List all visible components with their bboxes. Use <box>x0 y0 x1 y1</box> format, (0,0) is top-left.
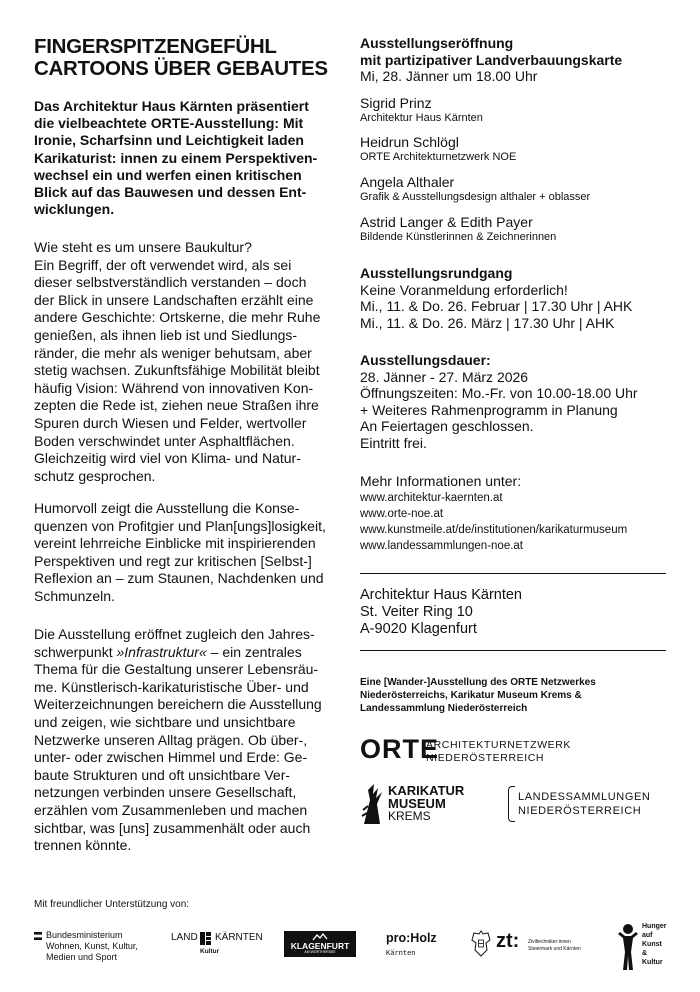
paragraph-line: Gleichzeitig wird viel von Klima- und Natur- <box>34 450 301 467</box>
dragon-icon <box>312 933 328 941</box>
bund-line: Wohnen, Kunst, Kultur, <box>46 941 138 951</box>
paragraph-line: zepten die Rede ist, ziehen neue Straßen ihre <box>34 397 319 414</box>
tour-line: Mi., 11. & Do. 26. März | 17.30 Uhr | AHK <box>360 314 615 331</box>
duration-line: Eintritt frei. <box>360 434 427 451</box>
speaker-item <box>360 95 483 125</box>
land-sub: Kultur <box>200 948 220 955</box>
bundesministerium-logo[interactable] <box>34 930 154 964</box>
eagle-icon <box>470 928 492 958</box>
land-left: LAND <box>171 932 198 943</box>
flag-icon <box>34 932 42 940</box>
title-line-2: CARTOONS ÜBER GEBAUTES <box>34 57 328 80</box>
paragraph-line: Ein Begriff, der oft verwendet wird, als sei <box>34 256 292 273</box>
address-line: St. Veiter Ring 10 <box>360 604 473 620</box>
title-line-1: FINGERSPITZENGEFÜHL <box>34 35 277 58</box>
paragraph-line: Spuren durch Wiesen und Felder, wertvoller <box>34 414 307 431</box>
paragraph-line: Reflexion an – zum Staunen, Nachdenken und <box>34 570 324 587</box>
tour-heading: Ausstellungsrundgang <box>360 265 513 281</box>
paragraph-baukultur <box>34 239 334 485</box>
klagenfurt-sub: AM WÖRTHERSEE <box>304 950 336 954</box>
paragraph-line: schutz gesprochen. <box>34 467 156 484</box>
paragraph-line: der Blick in unsere Landschaften erzählt eine <box>34 291 314 308</box>
zt-logo[interactable] <box>496 930 596 960</box>
paragraph-line: ränder, die mehr als weniger behutsam, aber <box>34 344 312 361</box>
paragraph-humor <box>34 500 334 606</box>
paragraph-line: stetig wachsen. Zukunftsfähige Mobilität bleibt <box>34 362 320 379</box>
network-note <box>360 676 596 715</box>
paragraph-line: Schmunzeln. <box>34 587 115 604</box>
opening-subheading: mit partizipativer Landverbauungskarte <box>360 51 623 68</box>
duration-line: Öffnungszeiten: Mo.-Fr. von 10.00-18.00 Uhr <box>360 385 638 401</box>
paragraph-line: Die Ausstellung eröffnet zugleich den Jahres- <box>34 626 315 642</box>
tour-section <box>360 265 632 331</box>
info-link[interactable]: www.orte-noe.at <box>360 507 444 520</box>
speaker-role: Bildende Künstlerinnen & Zeichnerinnen <box>360 231 557 243</box>
info-link[interactable]: www.kunstmeile.at/de/institutionen/karikaturmuseum <box>360 523 628 536</box>
duration-line: + Weiteres Rahmenprogramm in Planung <box>360 401 618 418</box>
paragraph-line <box>34 644 334 662</box>
duration-heading: Ausstellungsdauer: <box>360 352 491 368</box>
karikatur-line: MUSEUM <box>388 796 446 811</box>
speaker-item <box>360 174 590 204</box>
speaker-role: Grafik & Ausstellungsdesign althaler + oblasser <box>360 191 591 203</box>
info-link[interactable]: www.architektur-kaernten.at <box>360 491 503 504</box>
intro-line: wechsel ein und werfen einen kritischen <box>34 166 302 183</box>
paragraph-line: Wie steht es um unsere Baukultur? <box>34 239 252 255</box>
coat-of-arms-icon <box>200 932 211 945</box>
landes-line: LANDESSAMMLUNGEN <box>518 791 651 803</box>
emphasis-infrastruktur: »Infrastruktur« <box>116 643 207 660</box>
klagenfurt-name: KLAGENFURT <box>290 941 350 951</box>
orte-line: ARCHITEKTURNETZWERK <box>426 739 571 751</box>
address-line: A-9020 Klagenfurt <box>360 621 477 637</box>
hunger-line: Kunst <box>642 941 662 948</box>
paragraph-line: baute Strukturen und oft unsichtbare Ver- <box>34 766 291 783</box>
intro-line: wicklungen. <box>34 201 115 218</box>
proholz-sub: Kärnten <box>386 949 416 957</box>
intro-line: Das Architektur Haus Kärnten präsentiert <box>34 98 309 114</box>
hunger-line: auf <box>642 932 653 939</box>
paragraph-line: häufig Vision: Während von innovativen Kon- <box>34 379 314 396</box>
paragraph-line: trennen könnte. <box>34 837 132 854</box>
speaker-item <box>360 214 556 244</box>
paragraph-line: und zeigen, wie sichtbare und unsichtbare <box>34 713 296 730</box>
bracket-icon <box>508 786 515 822</box>
landes-line: NIEDERÖSTERREICH <box>518 805 642 817</box>
page-title <box>34 36 334 80</box>
opening-heading: Ausstellungseröffnung <box>360 35 514 51</box>
paragraph-line: unter- oder zwischen Himmel und Erde: Ge- <box>34 749 308 766</box>
speaker-role: ORTE Architekturnetzwerk NOE <box>360 151 517 163</box>
speaker-name: Astrid Langer & Edith Payer <box>360 214 533 230</box>
zt-line: Steiermark und Kärnten <box>528 946 581 952</box>
speaker-name: Angela Althaler <box>360 174 455 190</box>
tour-line: Mi., 11. & Do. 26. Februar | 17.30 Uhr | AHK <box>360 298 633 314</box>
paragraph-line: dieser selbstverständlich verstanden – doch <box>34 274 307 291</box>
paragraph-line: erzählen vom Zusammenleben und machen <box>34 801 308 818</box>
speaker-name: Heidrun Schlögl <box>360 134 459 150</box>
network-line: Niederösterreichs, Karikatur Museum Krems & <box>360 690 582 701</box>
intro-line: Ironie, Scharfsinn und Leichtigkeit laden <box>34 132 304 149</box>
address-line: Architektur Haus Kärnten <box>360 587 522 603</box>
land-right: KÄRNTEN <box>215 932 263 943</box>
intro-line: Karikaturist: innen zu einem Perspektiven- <box>34 149 318 166</box>
speaker-name: Sigrid Prinz <box>360 95 432 111</box>
duration-line: An Feiertagen geschlossen. <box>360 418 534 434</box>
paragraph-line: andere Geschichte: Ortskerne, die mehr Ruhe <box>34 309 321 326</box>
karikatur-line: KREMS <box>388 809 431 823</box>
paragraph-line: genießen, als ihnen lieb ist und Siedlungs- <box>34 326 298 343</box>
zt-mark: zt: <box>496 930 520 952</box>
duration-line: 28. Jänner - 27. März 2026 <box>360 368 529 385</box>
paragraph-line: Humorvoll zeigt die Ausstellung die Konse- <box>34 500 300 516</box>
paragraph-line: vereint lehrreiche Einblicke mit inspirierenden <box>34 535 316 552</box>
tour-line: Keine Voranmeldung erforderlich! <box>360 281 568 298</box>
divider <box>360 650 666 651</box>
hunger-auf-kunst-logo[interactable] <box>617 922 677 978</box>
speaker-role: Architektur Haus Kärnten <box>360 112 483 124</box>
paragraph-line: netzungen verbinden unsere Gesellschaft, <box>34 784 297 801</box>
proholz-name: pro:Holz <box>386 931 437 945</box>
karikatur-museum-logo[interactable] <box>360 780 470 828</box>
opening-date: Mi, 28. Jänner um 18.00 Uhr <box>360 68 538 84</box>
address-block <box>360 587 522 638</box>
paragraph-line: sichtbar, was [uns] zusammenhält oder auch <box>34 819 311 836</box>
info-link[interactable]: www.landessammlungen-noe.at <box>360 539 524 552</box>
orte-wordmark: ORTE <box>360 734 440 764</box>
paragraph-line: quenzen von Profitgier und Plan[ungs]losigkeit, <box>34 517 326 534</box>
paragraph-line: me. Künstlerisch-karikaturistische Über- und <box>34 678 309 695</box>
network-line: Landessammlung Niederösterreich <box>360 703 528 714</box>
paragraph-line: Weiterzeichnungen bereichern die Ausstellung <box>34 696 322 713</box>
hunger-line: Hunger <box>642 923 667 930</box>
proholz-logo[interactable] <box>386 931 446 961</box>
figure-icon <box>617 922 639 972</box>
karikatur-line: KARIKATUR <box>388 783 465 798</box>
hunger-line: Kultur <box>642 959 663 966</box>
klagenfurt-logo[interactable] <box>284 931 356 957</box>
info-heading: Mehr Informationen unter: <box>360 473 522 489</box>
intro-line: die vielbeachtete ORTE-Ausstellung: Mit <box>34 115 304 132</box>
network-line: Eine [Wander-]Ausstellung des ORTE Netzwerkes <box>360 677 596 688</box>
support-label: Mit freundlicher Unterstützung von: <box>34 899 190 910</box>
paragraph-infrastruktur <box>34 626 334 855</box>
text-run: – ein zentrales <box>206 643 302 660</box>
orte-line: NIEDERÖSTERREICH <box>426 752 545 764</box>
paragraph-line: Netzwerke unseren Alltag prägen. Ob über-, <box>34 731 308 748</box>
zt-line: Ziviltechniker:innen <box>528 939 571 945</box>
paragraph-line: Perspektiven und regt zur kritischen [Selbst-] <box>34 552 312 569</box>
karikatur-figure-icon <box>360 780 386 826</box>
bund-line: Medien und Sport <box>46 952 118 962</box>
opening-section <box>360 35 622 85</box>
hunger-line: & <box>642 950 648 957</box>
paragraph-line: Boden verschwindet unter Asphaltflächen. <box>34 432 295 449</box>
intro-line: Blick auf das Bauwesen und dessen Ent- <box>34 184 307 201</box>
paragraph-line: Thema für die Gestaltung unserer Lebensräu- <box>34 661 319 678</box>
duration-section <box>360 352 638 451</box>
intro-text <box>34 98 334 218</box>
land-kaernten-logo[interactable] <box>171 932 261 960</box>
bund-line: Bundesministerium <box>46 930 123 940</box>
info-section <box>360 473 627 554</box>
text-run: schwerpunkt <box>34 643 117 660</box>
speaker-item <box>360 134 516 164</box>
divider <box>360 573 666 574</box>
